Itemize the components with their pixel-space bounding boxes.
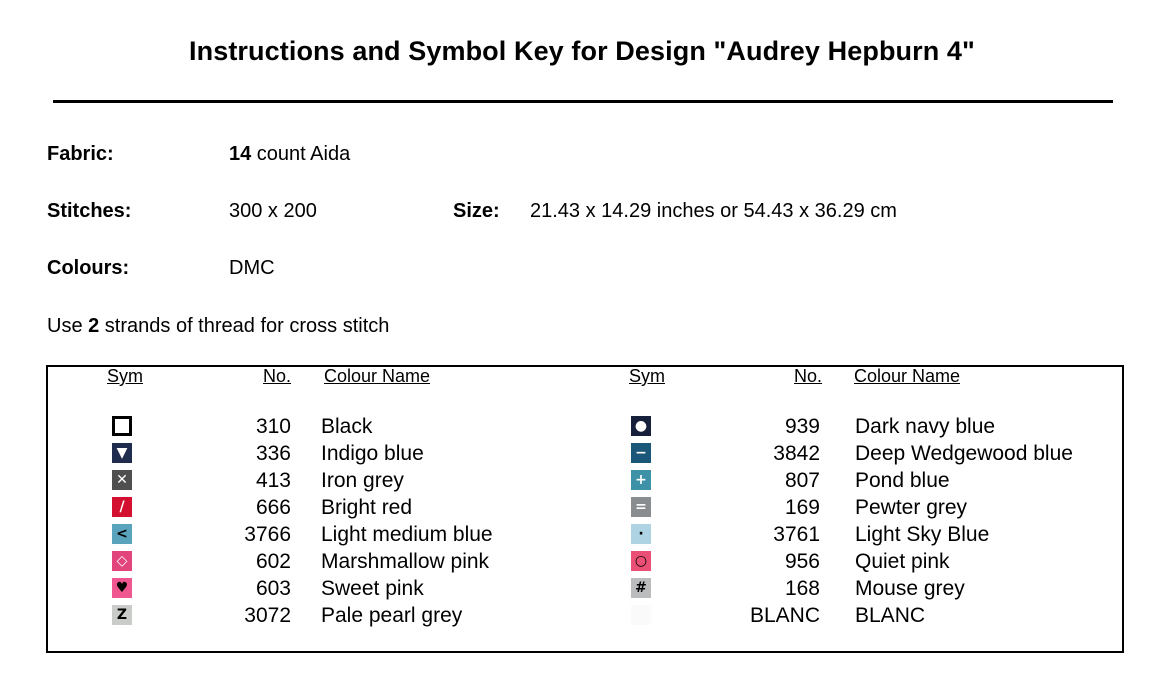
- colour-number: 336: [255, 442, 291, 465]
- colour-number: BLANC: [749, 604, 820, 627]
- colour-name: Marshmallow pink: [321, 550, 490, 573]
- colour-number: 168: [784, 577, 820, 600]
- colour-name: Deep Wedgewood blue: [855, 442, 1073, 465]
- z-letter-icon: Z: [112, 605, 132, 625]
- colour-number: 3842: [773, 442, 820, 465]
- colour-name: Sweet pink: [321, 577, 424, 600]
- strands-suffix: strands of thread for cross stitch: [99, 315, 390, 337]
- header-name-left: Colour Name: [324, 366, 431, 386]
- colour-name: Pond blue: [855, 469, 950, 492]
- less-than-icon: <: [112, 524, 132, 544]
- diamond-icon: ◇: [112, 551, 132, 571]
- size-value: 21.43 x 14.29 inches or 54.43 x 36.29 cm: [530, 200, 897, 222]
- colour-number: 602: [255, 550, 291, 573]
- equals-icon: =: [631, 497, 651, 517]
- colour-number: 939: [784, 415, 820, 438]
- colour-number: 3761: [773, 523, 820, 546]
- hash-icon: #: [631, 578, 651, 598]
- filled-circle-icon: ●: [631, 416, 651, 436]
- hollow-circle-icon: ○: [631, 551, 651, 571]
- stitches-value: 300 x 200: [229, 200, 317, 222]
- colours-value: DMC: [229, 257, 275, 279]
- colour-name: Light medium blue: [321, 523, 493, 546]
- blank-square-icon: [631, 605, 651, 625]
- minus-icon: −: [631, 443, 651, 463]
- colour-name: Iron grey: [321, 469, 404, 492]
- colour-name: Black: [321, 415, 373, 438]
- colour-number: 413: [255, 469, 291, 492]
- slash-icon: /: [112, 497, 132, 517]
- colour-number: 310: [255, 415, 291, 438]
- dot-icon: ·: [631, 524, 651, 544]
- colour-name: Light Sky Blue: [855, 523, 990, 546]
- colour-number: 169: [784, 496, 820, 519]
- title-rule: [53, 100, 1113, 103]
- colour-number: 603: [255, 577, 291, 600]
- colour-name: BLANC: [855, 604, 926, 627]
- colour-name: Mouse grey: [855, 577, 965, 600]
- size-label: Size:: [453, 200, 500, 222]
- colour-number: 3072: [244, 604, 291, 627]
- header-name-right: Colour Name: [854, 366, 961, 386]
- colour-name: Dark navy blue: [855, 415, 996, 438]
- hollow-square-icon: [112, 416, 132, 436]
- fabric-count: 14: [229, 143, 252, 165]
- down-triangle-icon: ▼: [112, 443, 132, 463]
- fabric-text: count Aida: [251, 143, 351, 165]
- fabric-value: [229, 143, 350, 166]
- colour-name: Bright red: [321, 496, 413, 519]
- colour-number: 956: [784, 550, 820, 573]
- header-sym-right: Sym: [629, 366, 665, 386]
- header-no-left: No.: [263, 366, 292, 386]
- header-sym-left: Sym: [107, 366, 143, 386]
- colour-name: Quiet pink: [855, 550, 950, 573]
- colour-number: 3766: [244, 523, 291, 546]
- plus-icon: +: [631, 470, 651, 490]
- colour-name: Indigo blue: [321, 442, 424, 465]
- strands-count: 2: [88, 315, 100, 337]
- strands-instruction: [47, 315, 389, 338]
- page-title: Instructions and Symbol Key for Design "Audrey Hepburn 4": [189, 36, 975, 66]
- colour-number: 807: [784, 469, 820, 492]
- stitches-label: Stitches:: [47, 200, 132, 222]
- x-cross-icon: ✕: [112, 470, 132, 490]
- colour-name: Pale pearl grey: [321, 604, 463, 627]
- header-no-right: No.: [794, 366, 823, 386]
- strands-prefix: Use: [47, 315, 89, 337]
- colour-name: Pewter grey: [855, 496, 968, 519]
- fabric-label: Fabric:: [47, 143, 114, 165]
- colour-number: 666: [255, 496, 291, 519]
- heart-icon: ♥: [112, 578, 132, 598]
- colours-label: Colours:: [47, 257, 130, 279]
